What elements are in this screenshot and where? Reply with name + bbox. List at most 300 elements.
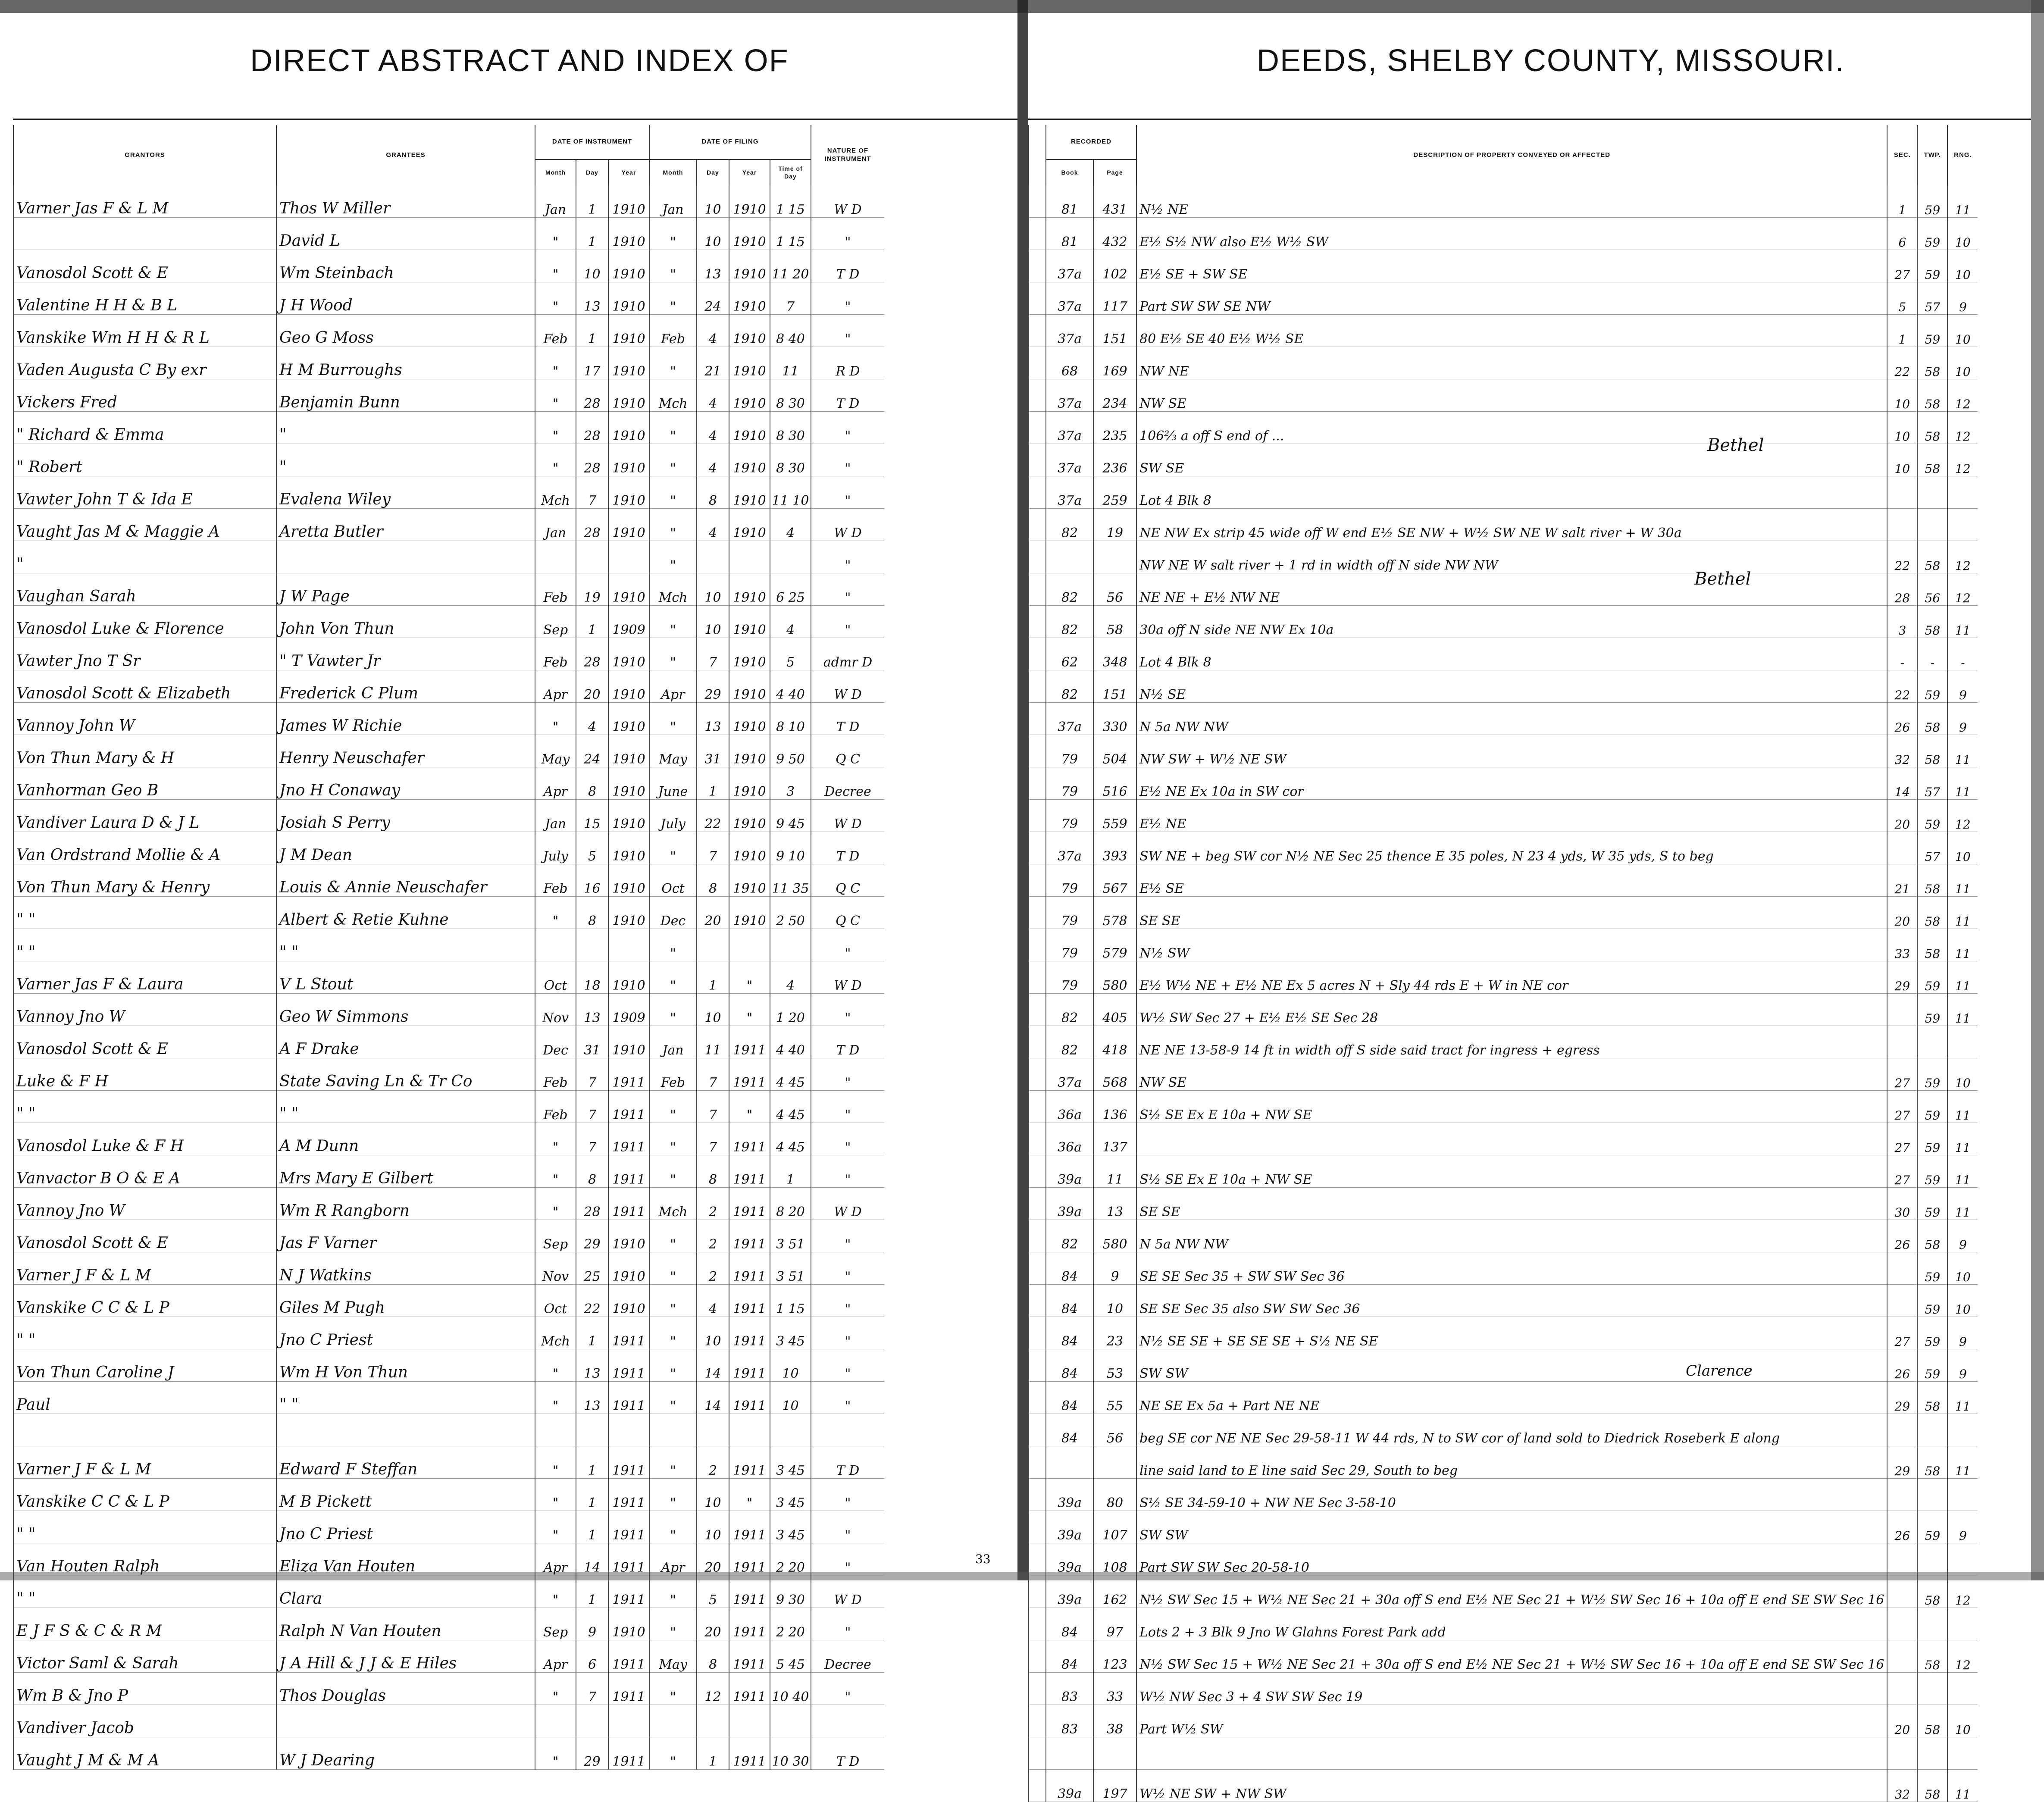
instrument-year-cell: 1910	[608, 638, 649, 670]
nature-cell: T D	[811, 832, 884, 864]
grantee-cell: Wm Steinbach	[276, 250, 535, 282]
table-row	[13, 735, 884, 767]
instrument-month-cell: Mch	[535, 476, 576, 509]
instrument-year-cell: 1911	[608, 1188, 649, 1220]
page-cell: 418	[1093, 1026, 1136, 1058]
filing-year-cell: 1911	[729, 1543, 770, 1576]
filing-day-cell: 12	[697, 1673, 729, 1705]
margin-cell	[1029, 444, 1046, 476]
sec-cell	[1887, 1479, 1917, 1511]
instrument-year-cell: 1910	[608, 444, 649, 476]
filing-time-cell: 3 45	[770, 1479, 811, 1511]
filing-month-cell: "	[649, 703, 697, 735]
description-cell: N½ SW Sec 15 + W½ NE Sec 21 + 30a off S end E½ NE Sec 21 + W½ SW Sec 16 + 10a off E end SE SW Sec 16	[1136, 1576, 1887, 1608]
table-row	[1029, 1155, 1978, 1188]
instrument-month-cell: "	[535, 1446, 576, 1479]
grantees-header: GRANTEES	[276, 125, 535, 185]
filing-month-cell: Dec	[649, 897, 697, 929]
filing-time-cell: 11 20	[770, 250, 811, 282]
instrument-month-cell: Apr	[535, 1543, 576, 1576]
description-cell: line said land to E line said Sec 29, South to beg	[1136, 1446, 1887, 1479]
filing-time-cell: 3 51	[770, 1252, 811, 1285]
instrument-month-cell: Apr	[535, 670, 576, 703]
margin-cell	[1029, 735, 1046, 767]
description-cell: NW SW + W½ NE SW	[1136, 735, 1887, 767]
filing-month-cell: Feb	[649, 315, 697, 347]
twp-cell: 57	[1917, 282, 1947, 315]
filing-day-cell: 7	[697, 1091, 729, 1123]
book-cell: 84	[1046, 1252, 1093, 1285]
margin-cell	[1029, 638, 1046, 670]
description-cell: beg SE cor NE NE Sec 29-58-11 W 44 rds, N to SW cor of land sold to Diedrick Roseberk E along	[1136, 1414, 1887, 1446]
twp-cell: -	[1917, 638, 1947, 670]
book-cell: 81	[1046, 218, 1093, 250]
grantee-cell: V L Stout	[276, 961, 535, 994]
nature-cell: Decree	[811, 1640, 884, 1673]
instrument-month-cell	[535, 1414, 576, 1446]
instrument-day-cell: 7	[576, 1058, 608, 1091]
instrument-month-cell: July	[535, 832, 576, 864]
filing-year-cell: 1911	[729, 1317, 770, 1349]
rng-cell: 9	[1947, 1220, 1978, 1252]
book-cell	[1046, 1737, 1093, 1770]
table-row	[1029, 250, 1978, 282]
grantee-cell: M B Pickett	[276, 1479, 535, 1511]
description-cell: S½ SE Ex E 10a + NW SE	[1136, 1155, 1887, 1188]
page-cell: 13	[1093, 1188, 1136, 1220]
twp-cell: 59	[1917, 250, 1947, 282]
table-row	[13, 606, 884, 638]
page-header: Page	[1093, 160, 1136, 185]
page-cell: 53	[1093, 1349, 1136, 1382]
book-cell: 39a	[1046, 1770, 1093, 1802]
twp-cell	[1917, 1608, 1947, 1640]
sec-cell: 33	[1887, 929, 1917, 961]
instrument-month-cell: Feb	[535, 573, 576, 606]
table-row	[13, 541, 884, 573]
book-cell: 84	[1046, 1414, 1093, 1446]
description-cell: E½ SE + SW SE	[1136, 250, 1887, 282]
sec-cell: 10	[1887, 444, 1917, 476]
description-cell: SE SE	[1136, 1188, 1887, 1220]
grantors-header: GRANTORS	[13, 125, 276, 185]
page-cell: 162	[1093, 1576, 1136, 1608]
table-row	[13, 1705, 884, 1737]
sec-cell: 27	[1887, 1317, 1917, 1349]
twp-cell: 59	[1917, 800, 1947, 832]
instrument-year-cell: 1911	[608, 1091, 649, 1123]
rng-cell: 11	[1947, 606, 1978, 638]
filing-year-cell: 1910	[729, 250, 770, 282]
filing-month-cell: "	[649, 476, 697, 509]
book-cell	[1046, 1446, 1093, 1479]
filing-day-cell: 7	[697, 638, 729, 670]
grantor-cell: Varner Jas F & Laura	[13, 961, 276, 994]
margin-cell	[1029, 1123, 1046, 1155]
table-row	[13, 315, 884, 347]
description-cell: 80 E½ SE 40 E½ W½ SE	[1136, 315, 1887, 347]
sec-cell: 32	[1887, 1770, 1917, 1802]
filing-year-cell: 1910	[729, 379, 770, 412]
book-cell: 37a	[1046, 379, 1093, 412]
filing-day-cell: 10	[697, 185, 729, 218]
page-cell: 56	[1093, 573, 1136, 606]
filing-year-cell: 1910	[729, 638, 770, 670]
rng-cell: 11	[1947, 961, 1978, 994]
rng-cell: 11	[1947, 1155, 1978, 1188]
margin-cell	[1029, 897, 1046, 929]
margin-cell	[1029, 412, 1046, 444]
instrument-year-cell: 1910	[608, 476, 649, 509]
twp-cell	[1917, 509, 1947, 541]
instrument-day-cell: 10	[576, 250, 608, 282]
instrument-month-cell: Dec	[535, 1026, 576, 1058]
grantee-cell: Frederick C Plum	[276, 670, 535, 703]
table-row	[13, 412, 884, 444]
table-row	[1029, 1349, 1978, 1382]
filing-time-cell: 7	[770, 282, 811, 315]
instrument-day-cell: 20	[576, 670, 608, 703]
table-row	[13, 1349, 884, 1382]
instrument-day-cell: 28	[576, 379, 608, 412]
margin-cell	[1029, 994, 1046, 1026]
filing-year-cell	[729, 929, 770, 961]
page-cell: 169	[1093, 347, 1136, 379]
filing-year-cell: 1910	[729, 735, 770, 767]
filing-month-cell: "	[649, 1479, 697, 1511]
description-cell: N½ SW	[1136, 929, 1887, 961]
instrument-month-cell: Nov	[535, 994, 576, 1026]
page-cell: 578	[1093, 897, 1136, 929]
page-cell: 11	[1093, 1155, 1136, 1188]
nature-cell: R D	[811, 347, 884, 379]
instrument-year-cell: 1910	[608, 961, 649, 994]
description-cell: N½ NE	[1136, 185, 1887, 218]
filing-year-cell: 1910	[729, 800, 770, 832]
grantor-cell: Luke & F H	[13, 1058, 276, 1091]
instrument-day-cell: 14	[576, 1543, 608, 1576]
description-cell: SW SW	[1136, 1511, 1887, 1543]
book-cell: 82	[1046, 1026, 1093, 1058]
instrument-month-cell: "	[535, 1155, 576, 1188]
page-cell: 516	[1093, 767, 1136, 800]
rng-cell: 9	[1947, 1349, 1978, 1382]
grantee-cell: State Saving Ln & Tr Co	[276, 1058, 535, 1091]
header-rule	[13, 119, 1017, 120]
nature-cell: T D	[811, 1026, 884, 1058]
rng-cell: 11	[1947, 864, 1978, 897]
sec-cell: 26	[1887, 1349, 1917, 1382]
table-row	[1029, 961, 1978, 994]
page-cell: 123	[1093, 1640, 1136, 1673]
margin-cell	[1029, 1770, 1046, 1802]
margin-cell	[1029, 282, 1046, 315]
filing-time-cell: 9 50	[770, 735, 811, 767]
book-cell: 79	[1046, 929, 1093, 961]
margin-cell	[1029, 1058, 1046, 1091]
grantor-cell: " "	[13, 1317, 276, 1349]
twp-cell: 58	[1917, 347, 1947, 379]
sec-cell	[1887, 994, 1917, 1026]
filing-time-cell: 3 51	[770, 1220, 811, 1252]
filing-time-cell: 8 10	[770, 703, 811, 735]
margin-cell	[1029, 703, 1046, 735]
instrument-day-cell: 28	[576, 509, 608, 541]
description-cell: E½ NE	[1136, 800, 1887, 832]
book-cell: 36a	[1046, 1091, 1093, 1123]
table-row	[13, 1123, 884, 1155]
nature-cell: "	[811, 1317, 884, 1349]
book-cell: 84	[1046, 1317, 1093, 1349]
page-cell: 102	[1093, 250, 1136, 282]
nature-cell: "	[811, 1058, 884, 1091]
table-row	[1029, 1608, 1978, 1640]
filing-day-cell: 4	[697, 412, 729, 444]
instrument-year-cell: 1910	[608, 832, 649, 864]
page-cell: 117	[1093, 282, 1136, 315]
twp-cell: 58	[1917, 1220, 1947, 1252]
rng-cell: 11	[1947, 1446, 1978, 1479]
book-cell: 79	[1046, 897, 1093, 929]
table-row	[13, 1640, 884, 1673]
description-cell: SE SE Sec 35 + SW SW Sec 36	[1136, 1252, 1887, 1285]
book-cell: 37a	[1046, 832, 1093, 864]
instrument-year-cell: 1910	[608, 573, 649, 606]
filing-day-cell: 1	[697, 1737, 729, 1770]
filing-year-cell: 1911	[729, 1285, 770, 1317]
table-row	[13, 1155, 884, 1188]
filing-year-cell: 1911	[729, 1382, 770, 1414]
description-cell: 106⅔ a off S end of ...	[1136, 412, 1887, 444]
page-cell: 432	[1093, 218, 1136, 250]
page-cell	[1093, 1446, 1136, 1479]
instrument-year-cell: 1910	[608, 703, 649, 735]
grantor-cell: Vandiver Laura D & J L	[13, 800, 276, 832]
rng-cell	[1947, 1479, 1978, 1511]
margin-cell	[1029, 1317, 1046, 1349]
instrument-year-cell: 1910	[608, 864, 649, 897]
sec-cell	[1887, 509, 1917, 541]
table-row	[13, 638, 884, 670]
grantor-cell: Vanskike C C & L P	[13, 1285, 276, 1317]
rng-cell: 9	[1947, 1511, 1978, 1543]
sec-cell: 20	[1887, 800, 1917, 832]
book-cell: 82	[1046, 509, 1093, 541]
margin-cell	[1029, 1446, 1046, 1479]
grantee-cell: W J Dearing	[276, 1737, 535, 1770]
filing-day-cell: 20	[697, 897, 729, 929]
table-row	[13, 476, 884, 509]
table-row	[1029, 994, 1978, 1026]
instrument-year-cell: 1910	[608, 1252, 649, 1285]
instrument-year-cell: 1911	[608, 1155, 649, 1188]
margin-cell	[1029, 670, 1046, 703]
filing-time-cell: 3	[770, 767, 811, 800]
book-cell: 79	[1046, 800, 1093, 832]
instrument-month-cell: "	[535, 1123, 576, 1155]
filing-month-cell: "	[649, 1576, 697, 1608]
instrument-day-cell	[576, 1705, 608, 1737]
sec-cell: 10	[1887, 412, 1917, 444]
table-row	[13, 832, 884, 864]
twp-cell: 58	[1917, 703, 1947, 735]
filing-year-cell: 1910	[729, 832, 770, 864]
table-row	[13, 1091, 884, 1123]
filing-day-cell: 4	[697, 509, 729, 541]
sec-cell: 29	[1887, 1382, 1917, 1414]
description-cell: SE SE Sec 35 also SW SW Sec 36	[1136, 1285, 1887, 1317]
instrument-month-cell: "	[535, 1576, 576, 1608]
grantor-cell	[13, 218, 276, 250]
filing-month-cell: Mch	[649, 573, 697, 606]
instrument-day-cell: 7	[576, 1123, 608, 1155]
instrument-year-cell: 1910	[608, 185, 649, 218]
grantee-cell: N J Watkins	[276, 1252, 535, 1285]
margin-cell	[1029, 476, 1046, 509]
filing-month-cell: July	[649, 800, 697, 832]
page-cell: 567	[1093, 864, 1136, 897]
instrument-month-cell: "	[535, 1349, 576, 1382]
twp-cell: 59	[1917, 1058, 1947, 1091]
filing-day-cell: 20	[697, 1543, 729, 1576]
filing-month-cell: "	[649, 1317, 697, 1349]
instrument-year-cell: 1911	[608, 1058, 649, 1091]
margin-cell	[1029, 218, 1046, 250]
book-cell: 79	[1046, 961, 1093, 994]
table-row	[1029, 1317, 1978, 1349]
instrument-day-cell: 29	[576, 1737, 608, 1770]
sec-cell	[1887, 476, 1917, 509]
grantee-cell: " "	[276, 929, 535, 961]
filing-time-cell	[770, 929, 811, 961]
grantee-cell: " "	[276, 1382, 535, 1414]
table-row	[1029, 864, 1978, 897]
instrument-month-cell: Nov	[535, 1252, 576, 1285]
book-cell: 39a	[1046, 1543, 1093, 1576]
table-row	[13, 1382, 884, 1414]
filing-time-cell: 11	[770, 347, 811, 379]
filing-time-cell: 2 50	[770, 897, 811, 929]
filing-time-cell: 4 40	[770, 1026, 811, 1058]
filing-day-cell: 1	[697, 767, 729, 800]
margin-cell	[1029, 1673, 1046, 1705]
book-header: Book	[1046, 160, 1093, 185]
sec-cell: 27	[1887, 1091, 1917, 1123]
instrument-year-cell: 1910	[608, 1026, 649, 1058]
rng-cell: 12	[1947, 1576, 1978, 1608]
rng-cell: 9	[1947, 703, 1978, 735]
book-cell: 37a	[1046, 412, 1093, 444]
table-row	[13, 1414, 884, 1446]
rng-cell	[1947, 476, 1978, 509]
description-cell: NW NE	[1136, 347, 1887, 379]
description-cell: E½ NE Ex 10a in SW cor	[1136, 767, 1887, 800]
filing-day-cell	[697, 1705, 729, 1737]
sec-cell	[1887, 1414, 1917, 1446]
instrument-day-cell: 5	[576, 832, 608, 864]
right-page-title: DEEDS, SHELBY COUNTY, MISSOURI.	[1257, 44, 1845, 78]
sec-cell: 27	[1887, 1155, 1917, 1188]
instrument-day-cell: 25	[576, 1252, 608, 1285]
instrument-day-cell: 1	[576, 606, 608, 638]
filing-day-cell: 2	[697, 1446, 729, 1479]
filing-time-cell: 4	[770, 509, 811, 541]
description-cell: N 5a NW NW	[1136, 1220, 1887, 1252]
sec-cell: 26	[1887, 703, 1917, 735]
rng-cell: 10	[1947, 1705, 1978, 1737]
page-cell: 97	[1093, 1608, 1136, 1640]
twp-cell: 58	[1917, 379, 1947, 412]
twp-cell: 59	[1917, 1285, 1947, 1317]
filing-year-cell: "	[729, 1479, 770, 1511]
description-cell: SE SE	[1136, 897, 1887, 929]
filing-day-cell: 8	[697, 1640, 729, 1673]
filing-month-cell: Apr	[649, 1543, 697, 1576]
instrument-year-cell	[608, 1705, 649, 1737]
table-row	[13, 703, 884, 735]
filing-year-cell: 1910	[729, 282, 770, 315]
filing-time-cell: 1 20	[770, 994, 811, 1026]
book-cell: 37a	[1046, 315, 1093, 347]
table-row	[1029, 1252, 1978, 1285]
filing-month-cell: "	[649, 1446, 697, 1479]
instrument-month-cell: Apr	[535, 767, 576, 800]
instrument-day-cell: 8	[576, 1155, 608, 1188]
table-row	[1029, 1640, 1978, 1673]
filing-day-cell: 7	[697, 832, 729, 864]
grantor-cell: Varner J F & L M	[13, 1252, 276, 1285]
description-cell: E½ S½ NW also E½ W½ SW	[1136, 218, 1887, 250]
filing-time-cell: 1 15	[770, 1285, 811, 1317]
grantee-cell: H M Burroughs	[276, 347, 535, 379]
rng-cell: 9	[1947, 670, 1978, 703]
filing-year-cell: 1911	[729, 1576, 770, 1608]
margin-cell	[1029, 1414, 1046, 1446]
instrument-day-cell	[576, 929, 608, 961]
nature-cell: "	[811, 1220, 884, 1252]
instrument-year-cell: 1910	[608, 767, 649, 800]
filing-year-cell: "	[729, 961, 770, 994]
grantee-cell: Benjamin Bunn	[276, 379, 535, 412]
filing-day-cell: 14	[697, 1349, 729, 1382]
table-row	[1029, 1446, 1978, 1479]
grantee-cell: "	[276, 444, 535, 476]
instrument-year-cell: 1911	[608, 1479, 649, 1511]
table-row	[13, 670, 884, 703]
instrument-day-cell: 28	[576, 444, 608, 476]
grantor-cell: Vanskike C C & L P	[13, 1479, 276, 1511]
table-row	[1029, 703, 1978, 735]
grantee-cell	[276, 1414, 535, 1446]
filing-month-cell: "	[649, 832, 697, 864]
filing-year-cell: 1910	[729, 897, 770, 929]
rng-cell: 10	[1947, 315, 1978, 347]
instrument-year-cell: 1911	[608, 1673, 649, 1705]
grantor-cell: Van Houten Ralph	[13, 1543, 276, 1576]
sec-cell: 21	[1887, 864, 1917, 897]
margin-cell	[1029, 1220, 1046, 1252]
table-row	[1029, 1285, 1978, 1317]
table-row	[1029, 1705, 1978, 1737]
margin-cell	[1029, 1640, 1046, 1673]
rng-cell: 12	[1947, 1640, 1978, 1673]
filing-year-cell: 1911	[729, 1123, 770, 1155]
grantee-cell	[276, 1705, 535, 1737]
instrument-day-cell: 1	[576, 1479, 608, 1511]
grantee-cell: Thos Douglas	[276, 1673, 535, 1705]
instrument-month-cell: "	[535, 379, 576, 412]
page-cell: 393	[1093, 832, 1136, 864]
